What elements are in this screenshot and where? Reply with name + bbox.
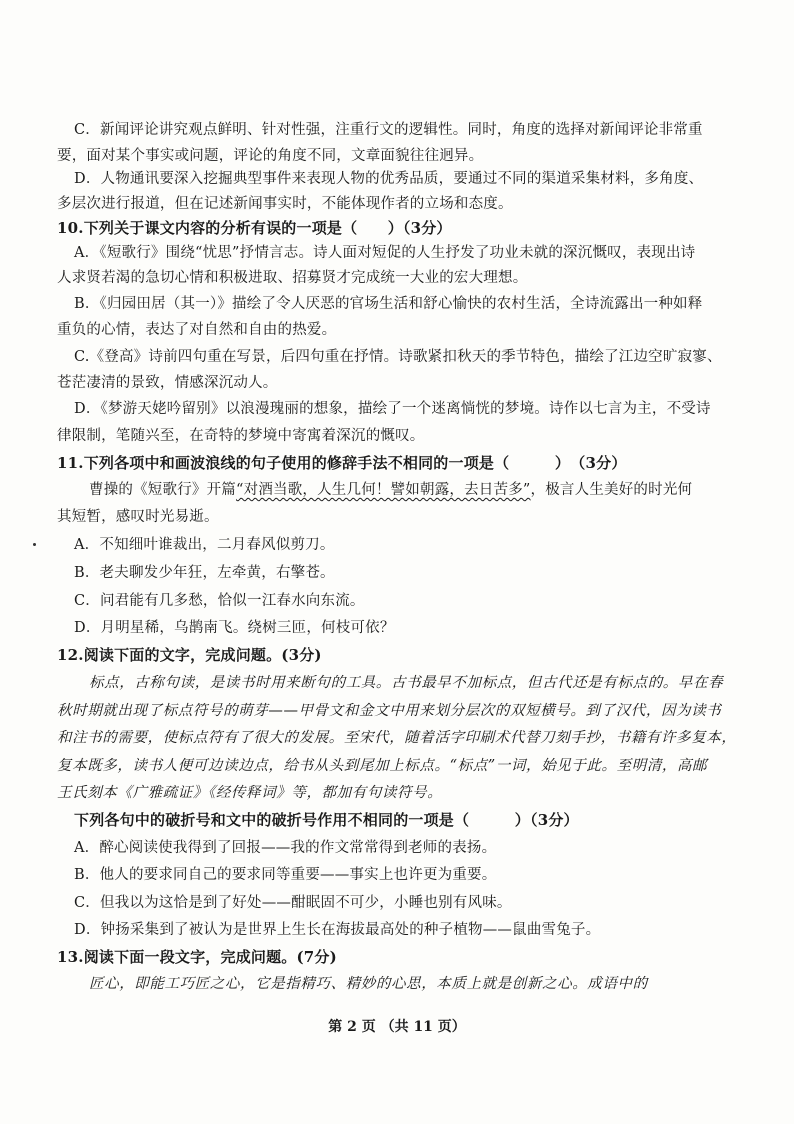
passage-12-line-2: 秋时期就出现了标点符号的萌芽——甲骨文和金文中用来划分层次的双短横号。到了汉代，因为读书 (57, 703, 722, 719)
question-12-stem: 12.阅读下面的文字，完成问题。(3分) (57, 646, 322, 664)
question-11-context-line-2: 其短暂，感叹时光易逝。 (57, 509, 219, 525)
passage-12-line-1: 标点，古称句读，是读书时用来断句的工具。古书最早不加标点，但古代还是有标点的。早在春 (89, 675, 724, 691)
question-13-stem: 13.阅读下面一段文字，完成问题。(7分) (57, 948, 337, 966)
option-10c-line-1: C.《登高》诗前四句重在写景，后四句重在抒情。诗歌紧扣秋天的季节特色，描绘了江边空旷寂寥、 (74, 349, 722, 365)
question-10-stem: 10.下列关于课文内容的分析有误的一项是（ ）（3分） (57, 219, 452, 237)
context-lead: 曹操的《短歌行》开篇 (89, 482, 236, 498)
question-11-context-line-1 (89, 480, 692, 500)
passage-12-line-5: 王氏刻本《广雅疏证》《经传释词》等，都加有句读符号。 (57, 785, 443, 801)
option-10d-line-1: D．《梦游天姥吟留别》以浪漫瑰丽的想象，描绘了一个迷离惝恍的梦境。诗作以七言为主，不受诗 (74, 401, 711, 417)
passage-12-line-4: 复本既多，读书人便可边读边点，给书从头到尾加上标点。“标点”一词，始见于此。至明清，高邮 (57, 758, 708, 774)
option-10d-line-2: 律限制，笔随兴至，在奇特的梦境中寄寓着深沉的慨叹。 (57, 428, 425, 444)
scan-dot (33, 543, 36, 546)
option-9d-line-1: D．人物通讯要深入挖掘典型事件来表现人物的优秀品质，要通过不同的渠道采集材料，多角度、 (74, 171, 704, 187)
option-9c-line-1: C．新闻评论讲究观点鲜明、针对性强，注重行文的逻辑性。同时，角度的选择对新闻评论非常重 (74, 122, 703, 138)
question-11-stem: 11.下列各项中和画波浪线的句子使用的修辞手法不相同的一项是（ ） （3分） (57, 454, 627, 472)
option-11c: C．问君能有几多愁，恰似一江春水向东流。 (74, 593, 365, 609)
option-10a-line-2: 人求贤若渴的急切心情和积极进取、招募贤才完成统一大业的宏大理想。 (57, 270, 528, 286)
option-10a-line-1: A．《短歌行》围绕“忧思”抒情言志。诗人面对短促的人生抒发了功业未就的深沉慨叹，表现出诗 (74, 245, 696, 261)
option-12b: B．他人的要求同自己的要求同等重要——事实上也许更为重要。 (74, 867, 497, 883)
option-10b-line-2: 重负的心情，表达了对自然和自由的热爱。 (57, 322, 337, 338)
option-12c: C．但我以为这恰是到了好处——酣眠固不可少，小睡也别有风味。 (74, 895, 512, 911)
context-tail: ，极言人生美好的时光何 (530, 482, 693, 498)
passage-12-line-3: 和注书的需要，使标点符有了很大的发展。至宋代，随着活字印刷术代替刀刻手抄，书籍有许多复本， (57, 730, 737, 746)
option-10c-line-2: 苍茫凄清的景致，情感深沉动人。 (57, 375, 278, 391)
option-11a: A．不知细叶谁裁出，二月春风似剪刀。 (74, 537, 335, 553)
wavy-underlined-sentence: “对酒当歌，人生几何！譬如朝露，去日苦多” (236, 482, 531, 498)
page-footer: 第 2 页 （共 11 页） (328, 1019, 466, 1035)
option-12d: D．钟扬采集到了被认为是世界上生长在海拔最高处的种子植物——鼠曲雪兔子。 (74, 922, 601, 938)
option-9c-line-2: 要，面对某个事实或问题，评论的角度不同，文章面貌往往迥异。 (57, 148, 484, 164)
option-11b: B．老夫聊发少年狂，左牵黄，右擎苍。 (74, 565, 335, 581)
option-12a: A．醉心阅读使我得到了回报——我的作文常常得到老师的表扬。 (74, 840, 497, 856)
option-11d: D．月明星稀，乌鹊南飞。绕树三匝，何枝可依？ (74, 620, 395, 636)
option-10b-line-1: B．《归园田居（其一）》描绘了令人厌恶的官场生活和舒心愉快的农村生活，全诗流露出一种如释 (74, 296, 703, 312)
option-9d-line-2: 多层次进行报道，但在记述新闻事实时，不能体现作者的立场和态度。 (57, 196, 513, 212)
question-12-subquestion: 下列各句中的破折号和文中的破折号作用不相同的一项是（ ）（3分） (74, 811, 579, 829)
passage-13-line-1: 匠心，即能工巧匠之心，它是指精巧、精妙的心思，本质上就是创新之心。成语中的 (89, 976, 648, 992)
